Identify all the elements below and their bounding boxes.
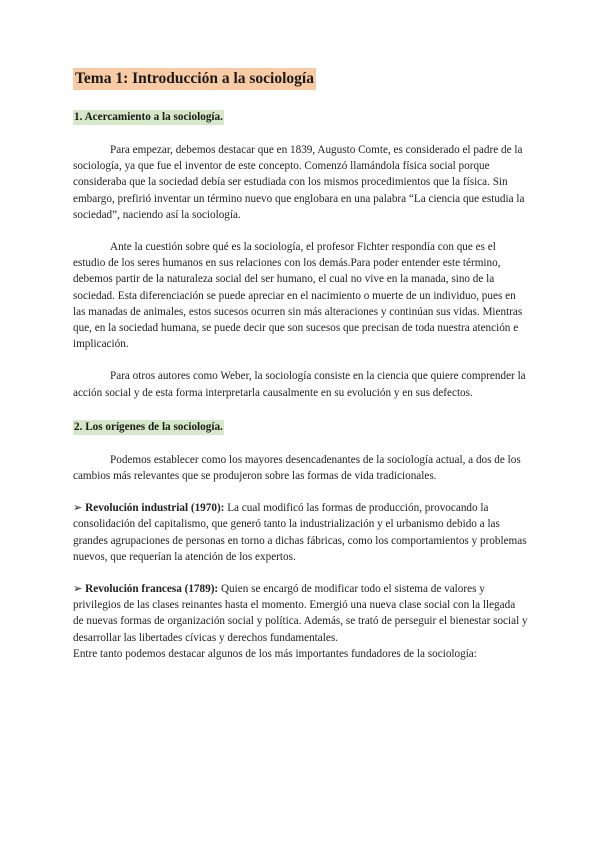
bullet-item [73, 581, 528, 646]
section-1 [73, 107, 528, 401]
paragraph: Ante la cuestión sobre qué es la sociología, el profesor Fichter respondía con que es el estudio de los seres humanos en sus relaciones con los demás.Para poder entender este término, debemos partir de la naturaleza social del ser humano, el cual no vive en la manada, sino de la sociedad. Esta diferenciación se puede apreciar en el nacimiento o muerte de un individuo, pues en las manadas de animales, estos sucesos ocurren sin más alteraciones y continúan sus vidas. Mientras que, en la sociedad humana, se puede decir que son sucesos que precisan de toda nuestra atención e implicación. [73, 241, 523, 351]
arrow-bullet-icon: ➢ [73, 502, 83, 515]
arrow-bullet-icon: ➢ [73, 583, 83, 596]
bullet-text: Quien se encargó de modificar todo el sistema de valores y privilegios de las clases reinantes hasta el momento. Emergió una nueva clase social con la llegada de nuevas formas de organización social y política. Además, se trató de perseguir el bienestar social y desarrollar las libertades cívicas y derechos fundamentales. [73, 583, 528, 644]
document-page [73, 68, 528, 678]
section-heading: 1. Acercamiento a la sociología. [74, 111, 223, 123]
paragraph: Podemos establecer como los mayores desencadenantes de la sociología actual, a dos de los cambios más relevantes que se produjeron sobre las formas de vida tradicionales. [73, 453, 521, 483]
bullet-lead: Revolución industrial (1970): [85, 502, 225, 515]
section-heading: 2. Los orígenes de la sociología. [74, 420, 223, 433]
document-title: Tema 1: Introducción a la sociología [73, 68, 316, 90]
section-2 [73, 417, 528, 662]
bullet-lead: Revolución francesa (1789): [85, 583, 219, 596]
paragraph: Para empezar, debemos destacar que en 1839, Augusto Comte, es considerado el padre de la sociología, ya que fue el inventor de este concepto. Comenzó llamándola física social porque consideraba que la sociedad debía ser estudiada con los mismos procedimientos que la física. Sin embargo, prefirió inventar un término nuevo que englobara en una palabra “La ciencia que estudia la sociedad”, naciendo así la sociología. [73, 144, 525, 221]
paragraph: Para otros autores como Weber, la sociología consiste en la ciencia que quiere comprender la acción social y de esta forma interpretarla causalmente en su evolución y en sus defectos. [73, 370, 526, 399]
bullet-item [73, 500, 528, 565]
bullet-text: La cual modificó las formas de producción, provocando la consolidación del capitalismo, que generó tanto la industrialización y el urbanismo debido a las grandes agrupaciones de personas en torno a dichas fábricas, como los comportamientos y problemas nuevos, que requerían la atención de los expertos. [73, 502, 527, 563]
closing-paragraph: Entre tanto podemos destacar algunos de los más importantes fundadores de la sociología: [73, 647, 477, 660]
